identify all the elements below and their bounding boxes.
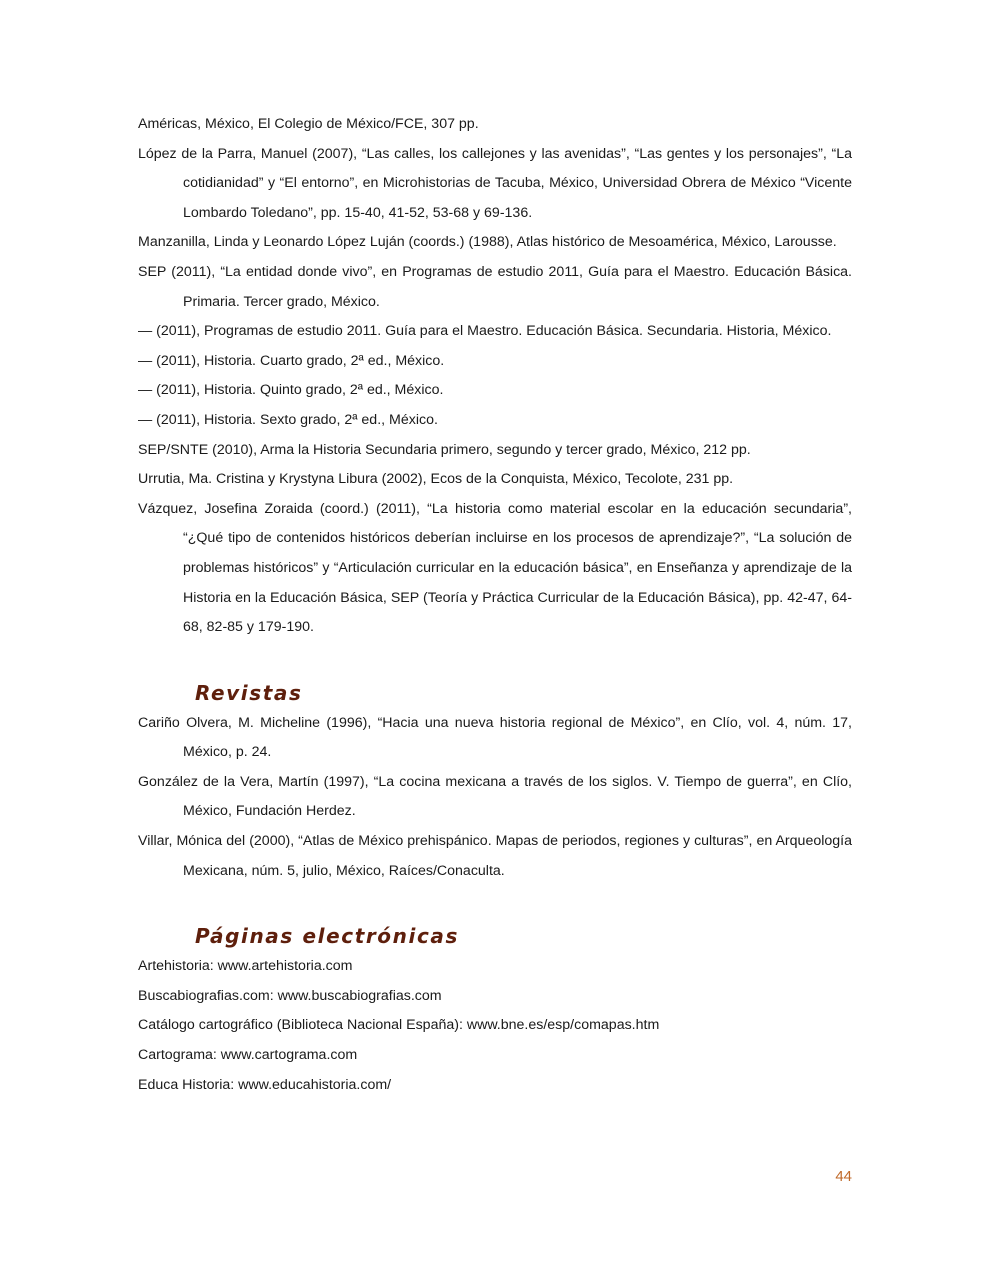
reference-entry: Urrutia, Ma. Cristina y Krystyna Libura (2002), Ecos de la Conquista, México, Tecolote, 231 pp.	[138, 471, 734, 488]
web-reference-entry: Catálogo cartográfico (Biblioteca Nacional España): www.bne.es/esp/comapas.htm	[138, 1017, 660, 1034]
reference-entry: Villar, Mónica del (2000), “Atlas de México prehispánico. Mapas de periodos, regiones y culturas”, en Arqueología Mexicana, núm. 5, julio, México, Raíces/Conaculta.	[138, 833, 852, 879]
libros-list	[138, 110, 852, 643]
web-reference-entry: Buscabiografias.com: www.buscabiografias.com	[138, 987, 442, 1004]
web-reference-entry: Artehistoria: www.artehistoria.com	[138, 958, 353, 975]
reference-entry: — (2011), Historia. Quinto grado, 2ª ed., México.	[138, 382, 444, 399]
reference-entry: Manzanilla, Linda y Leonardo López Luján (coords.) (1988), Atlas histórico de Mesoamérica, México, Larousse.	[138, 234, 837, 251]
paginas-list	[138, 952, 852, 1100]
reference-entry: Américas, México, El Colegio de México/FCE, 307 pp.	[138, 116, 479, 132]
section-title-revistas: Revistas	[195, 680, 303, 705]
reference-entry: SEP (2011), “La entidad donde vivo”, en Programas de estudio 2011, Guía para el Maestro. Educación Básica. Primaria. Tercer grado, México.	[138, 263, 852, 310]
page-number: 44	[835, 1168, 852, 1185]
reference-entry: — (2011), Historia. Cuarto grado, 2ª ed., México.	[138, 352, 445, 369]
revistas-list	[138, 709, 852, 887]
reference-entry: Vázquez, Josefina Zoraida (coord.) (2011), “La historia como material escolar en la educación secundaria”, “¿Qué tipo de contenidos históricos deberían incluirse en los procesos de aprendizaje?”, “La solución de problemas históricos” y “Articulación curricular en la educación básica”, en Enseñanza y aprendizaje de la Historia en la Educación Básica, SEP (Teoría y Práctica Curricular de la Educación Básica), pp. 42-47, 64-68, 82-85 y 179-190.	[138, 500, 852, 636]
reference-entry: SEP/SNTE (2010), Arma la Historia Secundaria primero, segundo y tercer grado, México, 212 pp.	[138, 441, 751, 458]
section-title-paginas: Páginas electrónicas	[195, 924, 460, 949]
bibliography-page	[138, 110, 852, 1100]
web-reference-entry: Educa Historia: www.educahistoria.com/	[138, 1076, 392, 1093]
reference-entry: Cariño Olvera, M. Micheline (1996), “Hacia una nueva historia regional de México”, en Clío, vol. 4, núm. 17, México, p. 24.	[138, 714, 852, 761]
reference-entry: — (2011), Programas de estudio 2011. Guía para el Maestro. Educación Básica. Secundaria. Historia, México.	[138, 323, 832, 340]
reference-entry: — (2011), Historia. Sexto grado, 2ª ed., México.	[138, 411, 438, 428]
reference-entry: López de la Parra, Manuel (2007), “Las calles, los callejones y las avenidas”, “Las gentes y los personajes”, “La cotidianidad” y “El entorno”, en Microhistorias de Tacuba, México, Universidad Obrera de México “Vicente Lombardo Toledano”, pp. 15-40, 41-52, 53-68 y 69-136.	[138, 145, 852, 221]
reference-entry: González de la Vera, Martín (1997), “La cocina mexicana a través de los siglos. V. Tiempo de guerra”, en Clío, México, Fundación Herdez.	[138, 773, 852, 820]
web-reference-entry: Cartograma: www.cartograma.com	[138, 1047, 358, 1064]
